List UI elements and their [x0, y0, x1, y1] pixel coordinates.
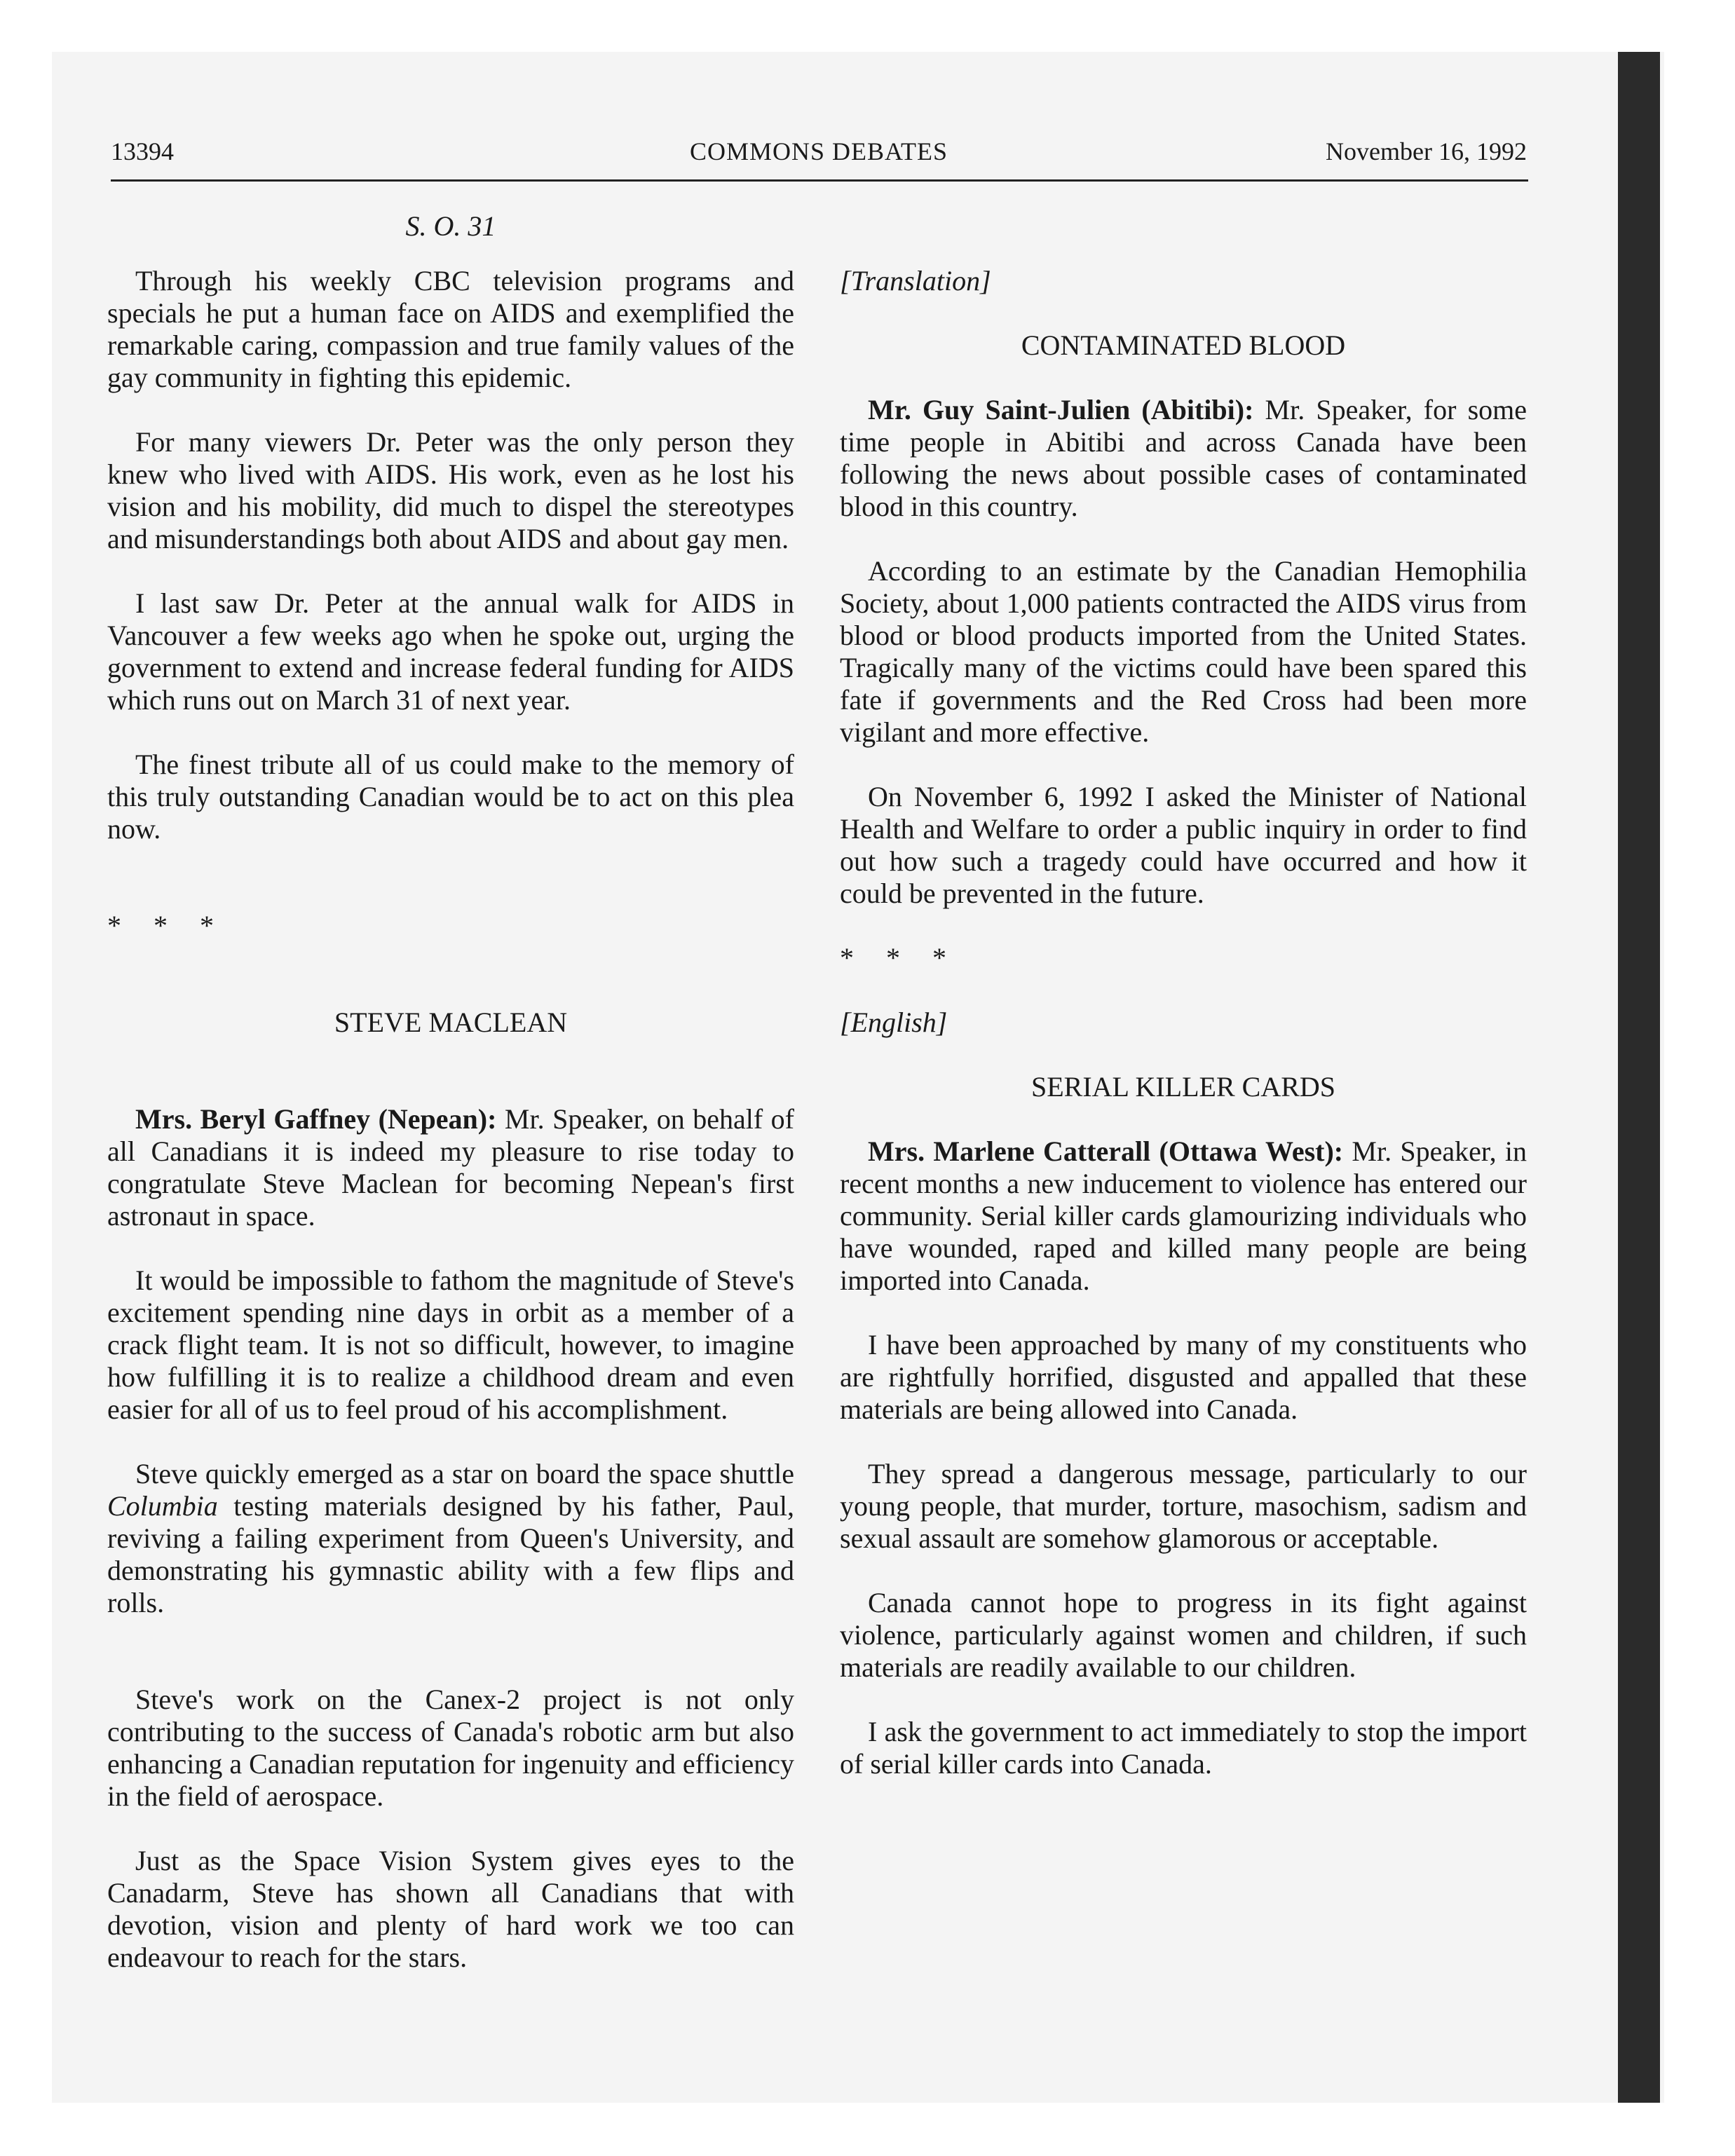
paragraph: I ask the government to act immediately to stop the import of serial killer cards into Canada. — [840, 1716, 1527, 1780]
paragraph: It would be impossible to fathom the magnitude of Steve's excitement spending nine days in orbit as a member of a crack flight team. It is not so difficult, however, to imagine how fulfilling it is to realize a childhood dream and even easier for all of us to feel proud of his accomplishment. — [107, 1264, 794, 1425]
paragraph: Canada cannot hope to progress in its fight against violence, particularly against women and children, if such materials are readily available to our children. — [840, 1587, 1527, 1683]
paragraph: I last saw Dr. Peter at the annual walk for AIDS in Vancouver a few weeks ago when he spoke out, urging the government to extend and increase federal funding for AIDS which runs out on March 31 of next year. — [107, 587, 794, 716]
shuttle-name: Columbia — [107, 1490, 218, 1522]
section-heading: STEVE MACLEAN — [334, 1007, 568, 1038]
right-column — [840, 210, 1527, 1780]
speech-paragraph — [840, 1135, 1527, 1297]
paragraph: I have been approached by many of my constituents who are rightfully horrified, disgusted and appalled that these materials are being allowed into Canada. — [840, 1329, 1527, 1425]
speaker-name: Mr. Guy Saint-Julien (Abitibi): — [868, 394, 1254, 425]
header-rule — [111, 179, 1528, 182]
page-number: 13394 — [111, 137, 174, 165]
publication-title: COMMONS DEBATES — [689, 137, 948, 165]
paragraph: On November 6, 1992 I asked the Minister of National Health and Welfare to order a public inquiry in order to find out how such a tragedy could have occurred and how it could be prevented in the future. — [840, 781, 1527, 909]
section-heading: SERIAL KILLER CARDS — [1030, 1071, 1336, 1103]
speaker-name: Mrs. Marlene Catterall (Ottawa West): — [868, 1135, 1344, 1167]
paragraph: For many viewers Dr. Peter was the only person they knew who lived with AIDS. His work, even as he lost his vision and his mobility, did much to dispel the stereotypes and misunderstandings both about AIDS and about gay men. — [107, 426, 794, 554]
speech-paragraph — [107, 1103, 794, 1232]
section-separator: * * * — [840, 942, 959, 974]
header-date: November 16, 1992 — [1326, 137, 1527, 165]
speech-text: Mr. Speaker, on behalf of all Canadians it is indeed my pleasure to rise today to congratulate Steve Maclean for becoming Nepean's first astronaut in space. — [107, 1103, 794, 1231]
paragraph: Steve quickly emerged as a star on board the space shuttle Columbia testing materials designed by his father, Paul, reviving a failing experiment from Queen's University, and demonstrating his gymnastic ability with a few flips and rolls. — [107, 1458, 794, 1618]
speech-text: Mr. Speaker, for some time people in Abitibi and across Canada have been following the news about possible cases of contaminated blood in this country. — [840, 394, 1527, 522]
section-separator: * * * — [107, 910, 226, 941]
speaker-name: Mrs. Beryl Gaffney (Nepean): — [135, 1103, 497, 1135]
paragraph: Through his weekly CBC television programs and specials he put a human face on AIDS and exemplified the remarkable caring, compassion and true family values of the gay community in fighting this epidemic. — [107, 265, 794, 393]
paragraph: According to an estimate by the Canadian Hemophilia Society, about 1,000 patients contracted the AIDS virus from blood or blood products imported from the United States. Tragically many of the victims could have been spared this fate if governments and the Red Cross had been more vigilant and more effective. — [840, 555, 1527, 748]
speech-paragraph — [840, 394, 1527, 523]
paragraph: The finest tribute all of us could make to the memory of this truly outstanding Canadian would be to act on this plea now. — [107, 749, 794, 845]
left-column — [107, 210, 794, 1974]
binding-edge — [1618, 52, 1660, 2103]
paragraph: Just as the Space Vision System gives eyes to the Canadarm, Steve has shown all Canadians that with devotion, vision and plenty of hard work we too can endeavour to reach for the stars. — [107, 1845, 794, 1973]
speech-text: Mr. Speaker, in recent months a new inducement to violence has entered our community. Serial killer cards glamourizing individuals who have wounded, raped and killed many people are being imported into Canada. — [840, 1135, 1527, 1296]
english-label: [English] — [840, 1007, 948, 1038]
paragraph: Steve's work on the Canex-2 project is not only contributing to the success of Canada's robotic arm but also enhancing a Canadian reputation for ingenuity and efficiency in the field of aerospace. — [107, 1684, 794, 1812]
translation-label: [Translation] — [840, 265, 991, 296]
page-header — [111, 137, 1527, 186]
section-label: S. O. 31 — [405, 210, 496, 242]
section-heading: CONTAMINATED BLOOD — [1021, 329, 1346, 361]
paragraph: They spread a dangerous message, particularly to our young people, that murder, torture, masochism, sadism and sexual assault are somehow glamorous or acceptable. — [840, 1458, 1527, 1554]
